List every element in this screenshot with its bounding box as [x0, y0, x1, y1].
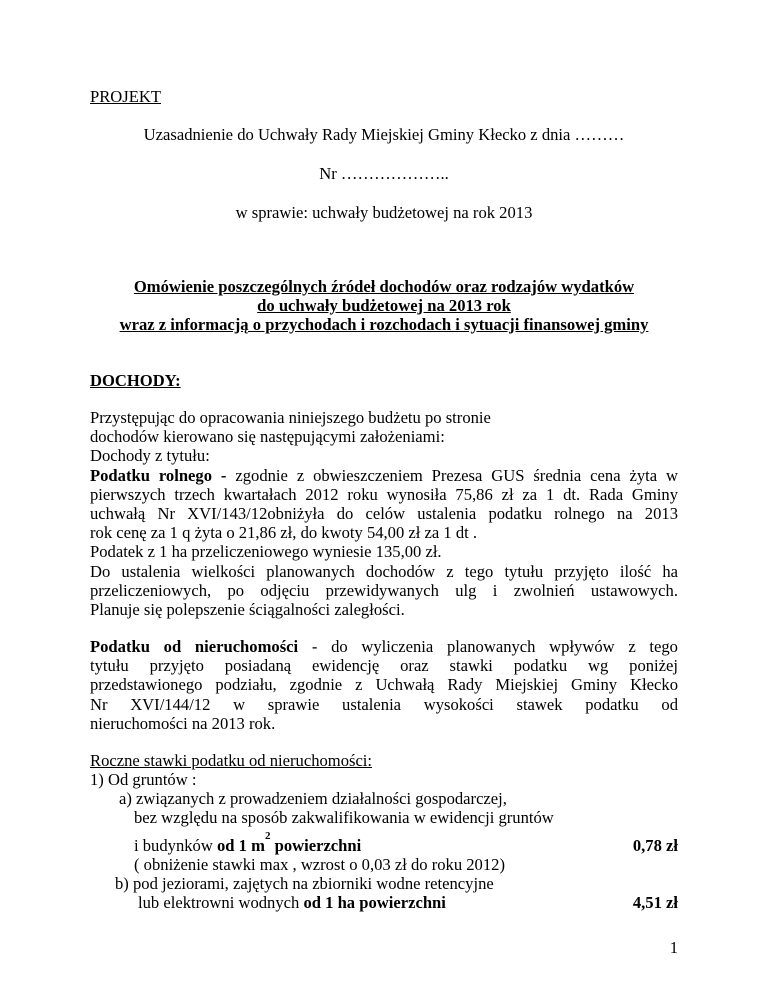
stawki-b-value: 4,51 zł [632, 893, 678, 912]
stawki-a-line-4: ( obniżenie stawki max , wzrost o 0,03 zł do roku 2012) [134, 855, 505, 874]
title-line-2: do uchwały budżetowej na 2013 rok [257, 296, 511, 315]
rolny-line-8: Planuje się polepszenie ściągalności zaległości. [90, 599, 405, 619]
header-line-1: Uzasadnienie do Uchwały Rady Miejskiej Gminy Kłecko z dnia ……… [143, 125, 625, 144]
stawki-heading: Roczne stawki podatku od nieruchomości: [90, 751, 373, 770]
nieruch-line-3: przedstawionego podziału, zgodnie z Uchwałą Rady Miejskiej Gminy Kłecko [90, 675, 678, 695]
nieruch-line-5: nieruchomości na 2013 rok. [90, 713, 276, 733]
projekt-text: PROJEKT [90, 87, 161, 106]
title-line-1: Omówienie poszczególnych źródeł dochodów oraz rodzajów wydatków [133, 277, 635, 296]
rolny-line-2: pierwszych trzech kwartałach 2012 roku wynosiła 75,86 zł za 1 dt. Rada Gminy [90, 484, 678, 504]
rolny-line-3: uchwałą Nr XVI/143/12obniżyła do celów ustalenia podatku rolnego na 2013 [90, 503, 678, 523]
stawki-a-line-1: a) związanych z prowadzeniem działalności gospodarczej, [119, 789, 507, 808]
stawki-a-line-2: bez względu na sposób zakwalifikowania w ewidencji gruntów [134, 808, 554, 827]
rolny-line-5: Podatek z 1 ha przeliczeniowego wyniesie 135,00 zł. [90, 542, 442, 562]
rolny-line-7: przeliczeniowych, po odjęciu przewidywanych ulg i zwolnień ustawowych. [90, 580, 678, 600]
nieruch-label: Podatku od nieruchomości [90, 637, 299, 656]
stawki-b-line-1: b) pod jeziorami, zajętych na zbiorniki wodne retencyjne [115, 874, 494, 893]
intro-line-1: Przystępując do opracowania niniejszego budżetu po stronie [90, 408, 491, 427]
rolny-line-6: Do ustalenia wielkości planowanych dochodów z tego tytułu przyjęto ilość ha [90, 561, 678, 581]
stawki-a-line-3 [134, 830, 362, 855]
stawki-b-line-2 [138, 893, 446, 912]
rolny-label: Podatku rolnego - [90, 465, 227, 485]
header-line-3: w sprawie: uchwały budżetowej na rok 2013 [235, 203, 533, 222]
projekt-label [90, 87, 161, 106]
nieruch-line-2: tytułu przyjęto posiadaną ewidencję oraz stawki podatku wg poniżej [90, 656, 678, 676]
stawki-a3-pre: i budynków [134, 836, 213, 855]
stawki-b2-pre: lub elektrowni wodnych [138, 893, 300, 912]
stawki-item-1: 1) Od gruntów : [90, 770, 197, 789]
stawki-b2-bold: od 1 ha powierzchni [303, 893, 446, 912]
rolny-text-1: zgodnie z obwieszczeniem Prezesa GUS średnia cena żyta w [235, 465, 678, 485]
nieruch-text-1: - do wyliczenia planowanych wpływów z tego [311, 637, 678, 656]
nieruch-line-4: Nr XVI/144/12 w sprawie ustalenia wysokości stawek podatku od [90, 694, 678, 714]
stawki-a-value: 0,78 zł [632, 836, 678, 855]
intro-paragraph [90, 408, 678, 619]
stawki-a3-bold2: powierzchni [274, 836, 362, 855]
title-line-3: wraz z informacją o przychodach i rozchodach i sytuacji finansowej gminy [119, 315, 649, 334]
stawki-a3-sup: 2 [264, 830, 271, 843]
stawki-a3-bold: od 1 m [216, 836, 265, 855]
page-number: 1 [669, 938, 678, 957]
intro-line-3: Dochody z tytułu: [90, 446, 210, 466]
header-line-2: Nr ……………….. [319, 164, 449, 183]
nieruch-paragraph [90, 637, 678, 733]
rolny-line-4: rok cenę za 1 q żyta o 21,86 zł, do kwoty 54,00 zł za 1 dt . [90, 523, 478, 543]
nieruch-line-1 [90, 637, 678, 656]
section-heading: DOCHODY: [90, 371, 181, 390]
rolny-line-1 [90, 466, 678, 485]
intro-line-2: dochodów kierowano się następującymi założeniami: [90, 427, 445, 447]
